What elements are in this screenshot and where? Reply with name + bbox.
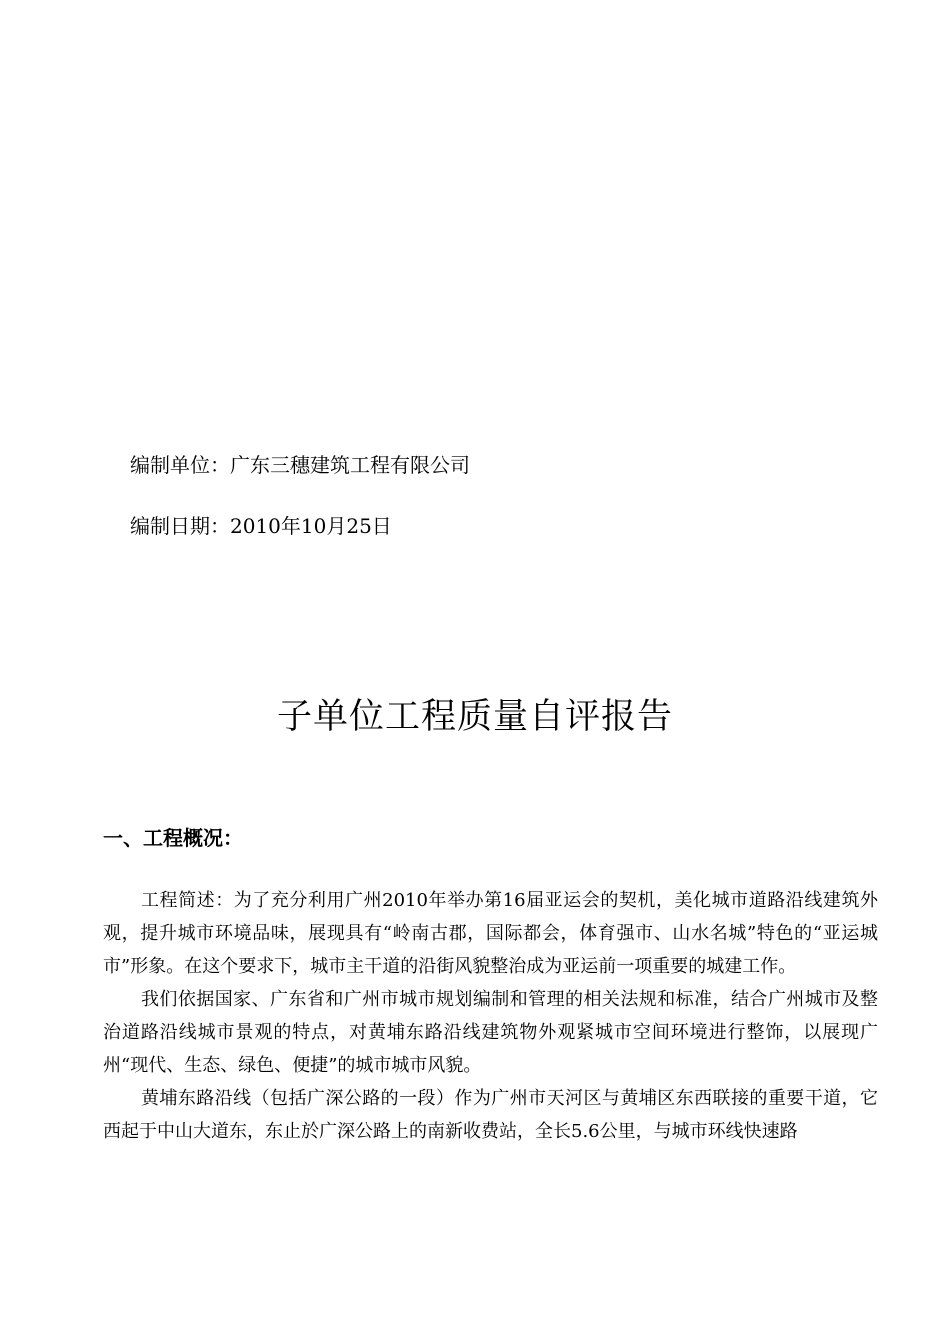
paragraph-basis: 我们依据国家、广东省和广州市城市规划编制和管理的相关法规和标准，结合广州城市及整治道路沿线城市景观的特点，对黄埔东路沿线建筑物外观紧城市空间环境进行整饰，以展现广州“现代、生态、绿色、便捷”的城市城市风貌。 xyxy=(103,989,878,1076)
document-title: 子单位工程质量自评报告 xyxy=(276,697,673,737)
compiling-date: 编制日期：2010年10月25日 xyxy=(130,514,392,538)
compiling-unit: 编制单位：广东三穗建筑工程有限公司 xyxy=(130,453,470,477)
paragraph-route: 黄埔东路沿线（包括广深公路的一段）作为广州市天河区与黄埔区东西联接的重要干道，它西起于中山大道东，东止於广深公路上的南新收费站，全长5.6公里，与城市环线快速路 xyxy=(103,1088,878,1142)
section-body xyxy=(103,884,878,1148)
section-heading: 一、工程概况： xyxy=(103,826,243,850)
paragraph-overview: 工程简述：为了充分利用广州2010年举办第16届亚运会的契机，美化城市道路沿线建筑外观，提升城市环境品味，展现具有“岭南古郡，国际都会，体育强市、山水名城”特色的“亚运城市”形象。在这个要求下，城市主干道的沿街风貌整治成为亚运前一项重要的城建工作。 xyxy=(103,890,878,977)
